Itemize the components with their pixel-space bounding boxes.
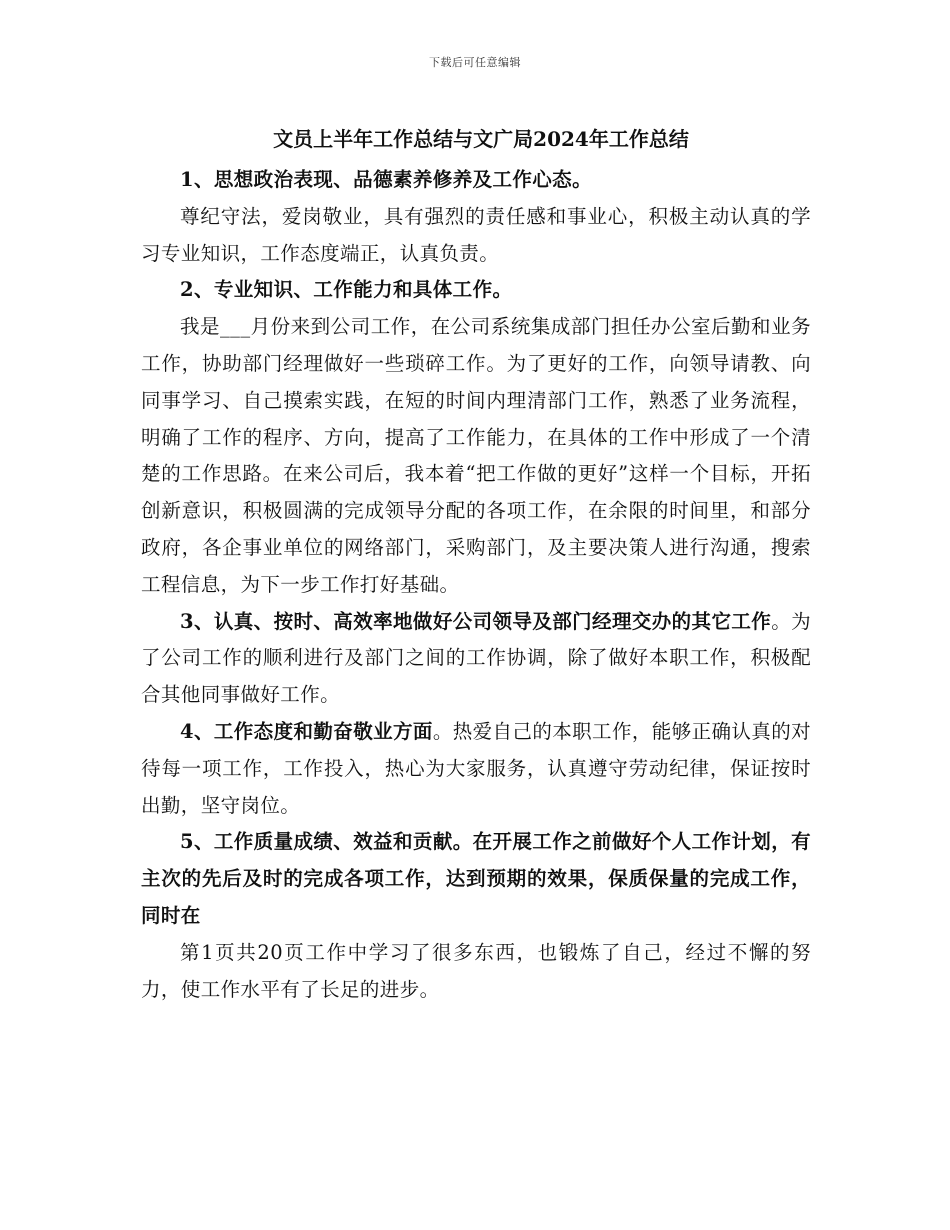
section-2-heading: 2、专业知识、工作能力和具体工作。 [180,278,513,302]
header-note: 下载后可任意编辑 [429,56,521,69]
section-4-body: 。热爱自己的本职工作，能够正确认真的对待每一项工作，工作投入，热心为大家服务，认真遵守劳动纪律，保证按时出勤，坚守岗位。 [141,719,811,817]
section-3-body: 。为了公司工作的顺利进行及部门之间的工作协调，除了做好本职工作，积极配合其他同事做好工作。 [141,609,811,707]
section-3-lead: 3、认真、按时、高效率地做好公司领导及部门经理交办的其它工作 [180,609,772,633]
section-2-body: 我是___月份来到公司工作，在公司系统集成部门担任办公室后勤和业务工作，协助部门经理做好一些琐碎工作。为了更好的工作，向领导请教、向同事学习、自己摸索实践，在短的时间内理清部门工作，熟悉了业务流程，明确了工作的程序、方向，提高了工作能力，在具体的工作中形成了一个清楚的工作思路。在来公司后，我本着“把工作做的更好”这样一个目标，开拓创新意识，积极圆满的完成领导分配的各项工作，在余限的时间里，和部分政府，各企事业单位的网络部门，采购部门，及主要决策人进行沟通，搜索工程信息，为下一步工作打好基础。 [141,315,811,596]
section-1-body: 尊纪守法，爱岗敬业，具有强烈的责任感和事业心，积极主动认真的学习专业知识，工作态度端正，认真负责。 [141,204,811,265]
section-3-paragraph [141,604,811,714]
section-5-continuation: 第1页共20页工作中学习了很多东西，也锻炼了自己，经过不懈的努力，使工作水平有了长足的进步。 [141,940,811,1001]
document-body [141,122,811,1008]
section-5-heading: 5、工作质量成绩、效益和贡献。在开展工作之前做好个人工作计划，有主次的先后及时的完成各项工作，达到预期的效果，保质保量的完成工作，同时在 [141,830,811,927]
section-4-paragraph [141,714,811,824]
section-4-lead: 4、工作态度和勤奋敬业方面 [180,719,433,743]
document-title: 文员上半年工作总结与文广局2024年工作总结 [273,127,689,151]
section-1-heading: 1、思想政治表现、品德素养修养及工作心态。 [180,168,592,191]
